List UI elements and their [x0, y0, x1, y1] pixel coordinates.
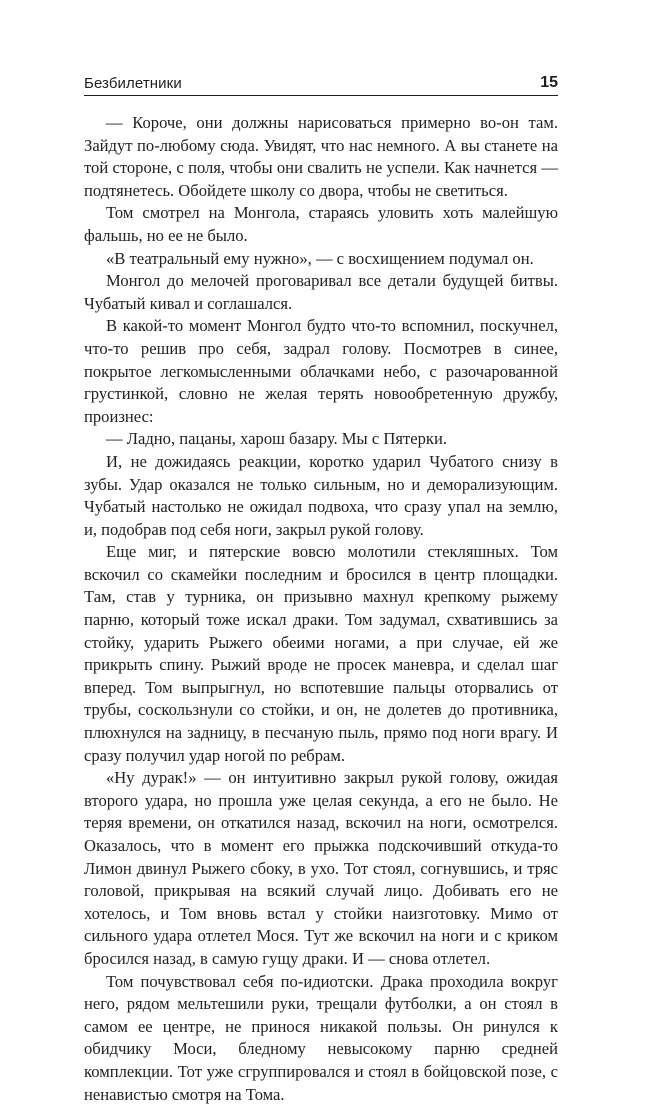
page-header [84, 73, 558, 96]
paragraph: Том почувствовал себя по-идиотски. Драка проходила вокруг него, рядом мельтешили руки, трещали футболки, а он стоял в самом ее центре, не принося никакой пользы. Он ринулся к обидчику Моси, бледному невысокому парню средней комплекции. Тот уже сгруппировался и стоял в бойцовской позе, с ненавистью смотря на Тома. [84, 971, 558, 1104]
paragraph: И, не дожидаясь реакции, коротко ударил Чубатого снизу в зубы. Удар оказался не только сильным, но и деморализующим. Чубатый настолько не ожидал подвоха, что сразу упал на землю, и, подобрав под себя ноги, закрыл рукой голову. [84, 451, 558, 539]
paragraph: «В театральный ему нужно», — с восхищением подумал он. [106, 248, 534, 268]
paragraph: Том смотрел на Монгола, стараясь уловить хоть малейшую фальшь, но ее не было. [84, 203, 558, 245]
paragraph: «Ну дурак!» — он интуитивно закрыл рукой голову, ожидая второго удара, но прошла уже целая секунда, а его не было. Не теряя времени, он откатился назад, вскочил на ноги, осмотрелся. Оказалось, что в момент его прыжка подскочивший откуда-то Лимон двинул Рыжего сбоку, в ухо. Тот стоял, согнувшись, и тряс головой, прикрывая на всякий случай лицо. Добивать его не хотелось, и Том вновь встал у стойки наизготовку. Мимо от сильного удара отлетел Мося. Тут же вскочил на ноги и с криком бросился назад, в самую гущу драки. И — снова отлетел. [84, 768, 558, 968]
paragraph: — Короче, они должны нарисоваться примерно во-он там. Зайдут по-любому сюда. Увидят, что нас немного. А вы станете на той стороне, с поля, чтобы они свалить не успели. Как начнется — подтянетесь. Обойдете школу со двора, чтобы не светиться. [84, 113, 558, 200]
paragraph: Монгол до мелочей проговаривал все детали будущей битвы. Чубатый кивал и соглашался. [84, 271, 558, 313]
page-number: 15 [540, 74, 558, 91]
body-text [84, 112, 558, 1106]
paragraph: В какой-то момент Монгол будто что-то вспомнил, поскучнел, что-то решив про себя, задрал голову. Посмотрев в синее, покрытое легкомысленными облачками небо, с разочарованной грустинкой, словно не желая терять новообретенную дружбу, произнес: [84, 316, 558, 426]
running-title: Безбилетники [84, 75, 182, 92]
paragraph: Еще миг, и пятерские вовсю молотили стекляшных. Том вскочил со скамейки последним и бросился в центр площадки. Там, став у турника, он призывно махнул крепкому рыжему парню, который тоже искал драки. Том задумал, схватившись за стойку, ударить Рыжего обеими ногами, а при случае, ей же прикрыть спину. Рыжий вроде не просек маневра, и сделал шаг вперед. Том выпрыгнул, но вспотевшие пальцы оторвались от трубы, соскользнули со стойки, и он, не долетев до противника, плюхнулся на задницу, в песчаную пыль, прямо под ноги врагу. И сразу получил удар ногой по ребрам. [84, 542, 558, 765]
paragraph: — Ладно, пацаны, харош базару. Мы с Пятерки. [106, 429, 447, 449]
